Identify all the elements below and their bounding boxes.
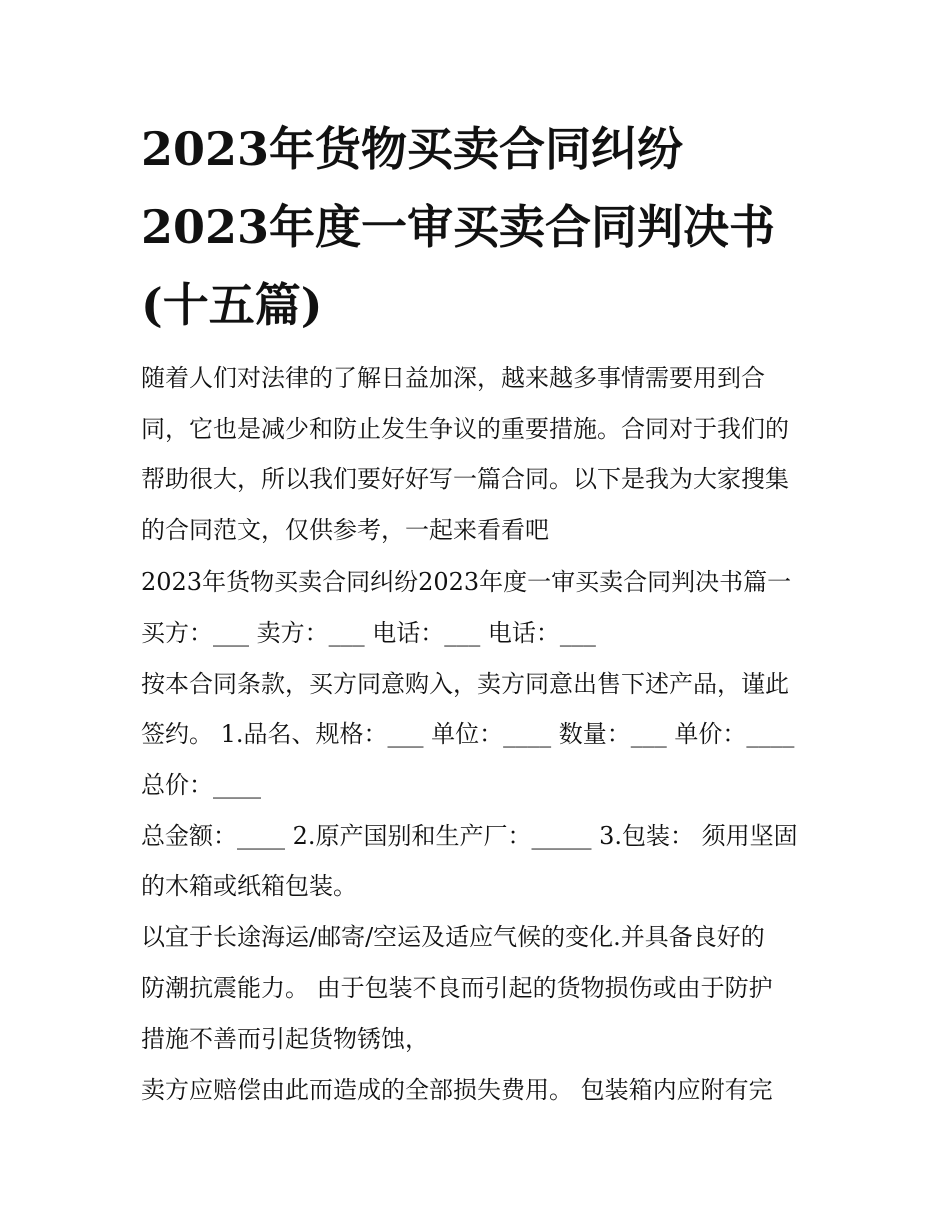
document-title-line-3: (十五篇) <box>141 278 323 332</box>
clause-line-9: 卖方应赔偿由此而造成的全部损失费用。 包装箱内应附有完 <box>141 1076 773 1104</box>
intro-line-2: 同，它也是减少和防止发生争议的重要措施。合同对于我们的 <box>141 415 789 443</box>
clause-line-7: 防潮抗震能力。 由于包装不良而引起的货物损伤或由于防护 <box>141 974 773 1002</box>
parties-line: 买方：___ 卖方：___ 电话：___ 电话：___ <box>141 619 596 647</box>
clause-line-8: 措施不善而引起货物锈蚀， <box>141 1025 429 1053</box>
intro-line-1: 随着人们对法律的了解日益加深，越来越多事情需要用到合 <box>141 364 765 392</box>
clause-line-1: 按本合同条款，买方同意购入，卖方同意出售下述产品，谨此 <box>141 670 789 698</box>
clause-line-6: 以宜于长途海运/邮寄/空运及适应气候的变化.并具备良好的 <box>141 923 765 951</box>
intro-line-4: 的合同范文，仅供参考，一起来看看吧 <box>141 516 549 544</box>
clause-line-4: 总金额：____ 2.原产国别和生产厂：_____ 3.包装： 须用坚固 <box>141 822 798 850</box>
clause-line-3: 总价：____ <box>141 771 261 799</box>
document-title-line-1: 2023年货物买卖合同纠纷 <box>141 122 684 176</box>
section-heading: 2023年货物买卖合同纠纷2023年度一审买卖合同判决书篇一 <box>141 568 792 596</box>
clause-line-2: 签约。 1.品名、规格：___ 单位：____ 数量：___ 单价：____ <box>141 720 795 748</box>
document-title-line-2: 2023年度一审买卖合同判决书 <box>141 200 776 254</box>
intro-line-3: 帮助很大，所以我们要好好写一篇合同。以下是我为大家搜集 <box>141 465 789 493</box>
clause-line-5: 的木箱或纸箱包装。 <box>141 872 357 900</box>
